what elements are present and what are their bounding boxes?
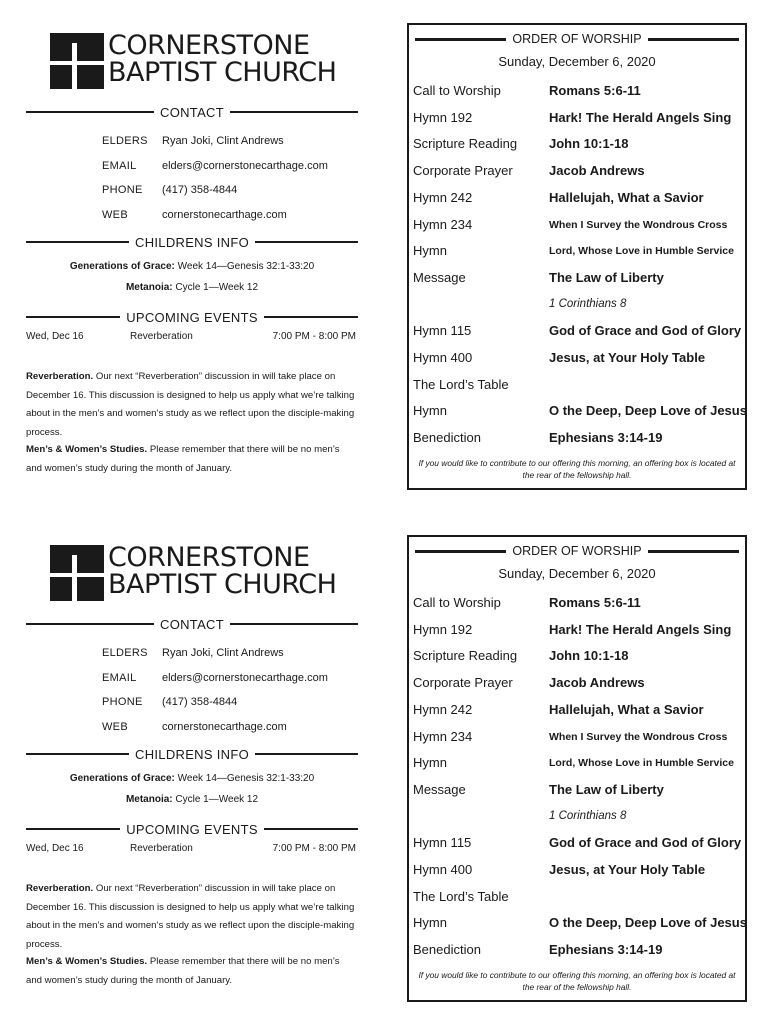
events-header bbox=[26, 820, 358, 838]
worship-item bbox=[413, 862, 743, 882]
worship-part: Corporate Prayer bbox=[413, 675, 513, 691]
worship-date: Sunday, December 6, 2020 bbox=[498, 54, 656, 69]
worship-item bbox=[413, 136, 743, 156]
cross-icon bbox=[50, 33, 104, 89]
worship-item bbox=[413, 403, 747, 423]
contact-label: ELDERS bbox=[102, 647, 148, 659]
contact-label: ELDERS bbox=[102, 135, 148, 147]
childrens-row bbox=[26, 282, 358, 293]
childrens-title: CHILDRENS INFO bbox=[135, 234, 249, 250]
worship-item bbox=[413, 377, 743, 397]
contact-value: elders@cornerstonecarthage.com bbox=[162, 672, 328, 684]
worship-part: Scripture Reading bbox=[413, 136, 518, 152]
event-time: 7:00 PM - 8:00 PM bbox=[272, 331, 356, 342]
worship-part: Hymn 115 bbox=[413, 835, 472, 851]
childrens-label: Metanoia: bbox=[125, 282, 173, 293]
announcement-text: Our next “Reverberation” discussion in will take place on December 16. This discussion is designed to help us apply what we’re talking about in the men’s and women’s study as we reflect upon the disciple-making process. bbox=[26, 883, 355, 950]
worship-value: Jesus, at Your Holy Table bbox=[549, 862, 706, 877]
worship-part: Hymn 192 bbox=[413, 109, 473, 125]
worship-item bbox=[413, 297, 743, 317]
worship-value: Hallelujah, What a Savior bbox=[549, 701, 704, 717]
info-column bbox=[26, 512, 358, 1024]
contact-row bbox=[102, 209, 287, 221]
worship-item bbox=[413, 835, 743, 855]
worship-part: Hymn 192 bbox=[413, 621, 473, 637]
order-of-worship-box bbox=[407, 23, 747, 490]
info-column bbox=[26, 0, 358, 512]
childrens-row bbox=[26, 773, 358, 784]
worship-part: Hymn bbox=[413, 243, 447, 259]
announcement bbox=[26, 441, 358, 478]
contact-header bbox=[26, 615, 358, 633]
contact-value: Ryan Joki, Clint Andrews bbox=[162, 135, 284, 147]
worship-value: The Law of Liberty bbox=[549, 269, 664, 285]
order-of-worship-box bbox=[407, 535, 747, 1002]
worship-value: The Law of Liberty bbox=[549, 781, 664, 797]
worship-part: Hymn 234 bbox=[413, 216, 473, 232]
childrens-label: Generations of Grace: bbox=[69, 773, 175, 784]
childrens-row bbox=[26, 794, 358, 805]
worship-part: Hymn 115 bbox=[413, 323, 472, 339]
childrens-header bbox=[26, 745, 358, 763]
childrens-label: Metanoia: bbox=[125, 794, 173, 805]
worship-date: Sunday, December 6, 2020 bbox=[498, 566, 656, 581]
contact-label: PHONE bbox=[102, 184, 143, 196]
childrens-value: Week 14—Genesis 32:1-33:20 bbox=[174, 261, 315, 272]
worship-value: John 10:1-18 bbox=[549, 136, 629, 152]
worship-part: Hymn 234 bbox=[413, 728, 473, 744]
church-logo bbox=[50, 30, 360, 94]
announcement-lead: Reverberation. bbox=[26, 883, 94, 894]
contact-row bbox=[102, 721, 287, 733]
worship-item bbox=[413, 942, 743, 962]
contact-header bbox=[26, 103, 358, 121]
contact-label: WEB bbox=[102, 209, 128, 221]
worship-value: When I Survey the Wondrous Cross bbox=[549, 730, 728, 743]
worship-item bbox=[413, 702, 743, 722]
worship-item bbox=[413, 889, 743, 909]
worship-part: Benediction bbox=[413, 942, 481, 958]
contact-value: (417) 358-4844 bbox=[162, 696, 238, 708]
worship-value: Ephesians 3:14-19 bbox=[549, 430, 663, 446]
announcement-text: Please remember that there will be no men’s and women’s study during the month of January. bbox=[26, 956, 340, 986]
announcement-lead: Men’s & Women’s Studies. bbox=[26, 444, 148, 455]
worship-item bbox=[413, 323, 743, 343]
worship-value: Jacob Andrews bbox=[549, 675, 645, 691]
worship-header bbox=[415, 543, 739, 559]
logo-line-2: BAPTIST CHURCH bbox=[108, 57, 337, 88]
worship-value: Jacob Andrews bbox=[549, 163, 645, 179]
worship-part: Hymn 400 bbox=[413, 350, 473, 365]
contact-title: CONTACT bbox=[160, 616, 224, 632]
worship-value: 1 Corinthians 8 bbox=[549, 809, 627, 822]
worship-value: 1 Corinthians 8 bbox=[549, 297, 627, 310]
childrens-value: Cycle 1—Week 12 bbox=[172, 794, 259, 805]
offering-note: If you would like to contribute to our offering this morning, an offering box is located at the rear of the fellowship hall. bbox=[418, 970, 736, 992]
worship-item bbox=[413, 163, 743, 183]
contact-row bbox=[102, 184, 237, 196]
worship-title: ORDER OF WORSHIP bbox=[512, 544, 642, 558]
worship-part: The Lord’s Table bbox=[413, 376, 509, 392]
worship-value: Romans 5:6-11 bbox=[549, 595, 641, 610]
worship-item bbox=[413, 755, 743, 775]
worship-part: Message bbox=[413, 269, 466, 285]
worship-title: ORDER OF WORSHIP bbox=[512, 32, 642, 46]
worship-part: Scripture Reading bbox=[413, 648, 518, 664]
worship-item bbox=[413, 430, 743, 450]
announcement-text: Our next “Reverberation” discussion in will take place on December 16. This discussion is designed to help us apply what we’re talking about in the men’s and women’s study as we reflect upon the disciple-making process. bbox=[26, 371, 355, 438]
announcement bbox=[26, 953, 358, 990]
worship-item bbox=[413, 110, 743, 130]
bulletin-copy-2 bbox=[0, 512, 770, 1024]
offering-note: If you would like to contribute to our offering this morning, an offering box is located at the rear of the fellowship hall. bbox=[418, 458, 736, 480]
contact-label: WEB bbox=[102, 721, 128, 733]
event-date: Wed, Dec 16 bbox=[26, 843, 84, 854]
worship-item bbox=[413, 243, 743, 263]
worship-value: Lord, Whose Love in Humble Service bbox=[549, 757, 734, 770]
worship-item bbox=[413, 217, 743, 237]
worship-part: Hymn 242 bbox=[413, 189, 473, 205]
worship-value: Hark! The Herald Angels Sing bbox=[549, 109, 732, 125]
worship-item bbox=[413, 270, 743, 290]
worship-item bbox=[413, 729, 743, 749]
event-time: 7:00 PM - 8:00 PM bbox=[272, 843, 356, 854]
church-logo bbox=[50, 542, 360, 606]
worship-value: Hallelujah, What a Savior bbox=[549, 189, 704, 205]
worship-value: John 10:1-18 bbox=[549, 648, 629, 664]
logo-line-1: CORNERSTONE bbox=[108, 542, 310, 573]
event-name: Reverberation bbox=[130, 843, 193, 854]
worship-value: God of Grace and God of Glory bbox=[549, 323, 742, 339]
cross-icon bbox=[50, 545, 104, 601]
contact-title: CONTACT bbox=[160, 104, 224, 120]
event-name: Reverberation bbox=[130, 331, 193, 342]
worship-item bbox=[413, 782, 743, 802]
announcement bbox=[26, 368, 358, 442]
contact-value: cornerstonecarthage.com bbox=[162, 209, 287, 221]
worship-part: The Lord’s Table bbox=[413, 888, 509, 904]
worship-item bbox=[413, 622, 743, 642]
childrens-header bbox=[26, 233, 358, 251]
childrens-value: Cycle 1—Week 12 bbox=[172, 282, 259, 293]
worship-item bbox=[413, 809, 743, 829]
worship-value: Romans 5:6-11 bbox=[549, 83, 641, 98]
worship-value: O the Deep, Deep Love of Jesus bbox=[549, 403, 747, 419]
worship-item bbox=[413, 190, 743, 210]
worship-item bbox=[413, 83, 743, 103]
worship-part: Hymn bbox=[413, 403, 447, 419]
childrens-label: Generations of Grace: bbox=[69, 261, 175, 272]
childrens-row bbox=[26, 261, 358, 272]
worship-value: O the Deep, Deep Love of Jesus bbox=[549, 915, 747, 931]
event-date: Wed, Dec 16 bbox=[26, 331, 84, 342]
contact-row bbox=[102, 647, 284, 659]
worship-value: When I Survey the Wondrous Cross bbox=[549, 218, 728, 231]
worship-item bbox=[413, 350, 743, 370]
contact-row bbox=[102, 135, 284, 147]
events-title: UPCOMING EVENTS bbox=[126, 309, 258, 325]
worship-part: Hymn bbox=[413, 915, 447, 931]
contact-row bbox=[102, 160, 328, 172]
worship-item bbox=[413, 915, 747, 935]
worship-item bbox=[413, 648, 743, 668]
announcement-text: Please remember that there will be no men’s and women’s study during the month of January. bbox=[26, 444, 340, 474]
worship-value: Lord, Whose Love in Humble Service bbox=[549, 245, 734, 258]
contact-label: PHONE bbox=[102, 696, 143, 708]
contact-value: Ryan Joki, Clint Andrews bbox=[162, 647, 284, 659]
contact-row bbox=[102, 696, 237, 708]
contact-value: (417) 358-4844 bbox=[162, 184, 238, 196]
logo-line-1: CORNERSTONE bbox=[108, 30, 310, 61]
worship-value: Hark! The Herald Angels Sing bbox=[549, 621, 732, 637]
contact-label: EMAIL bbox=[102, 160, 137, 172]
childrens-value: Week 14—Genesis 32:1-33:20 bbox=[174, 773, 315, 784]
worship-part: Hymn bbox=[413, 755, 447, 771]
worship-item bbox=[413, 675, 743, 695]
worship-part: Call to Worship bbox=[413, 83, 501, 98]
worship-item bbox=[413, 595, 743, 615]
logo-line-2: BAPTIST CHURCH bbox=[108, 569, 337, 600]
announcement-lead: Men’s & Women’s Studies. bbox=[26, 956, 148, 967]
worship-value: Jesus, at Your Holy Table bbox=[549, 350, 706, 365]
childrens-title: CHILDRENS INFO bbox=[135, 746, 249, 762]
worship-part: Hymn 242 bbox=[413, 701, 473, 717]
announcement-lead: Reverberation. bbox=[26, 371, 94, 382]
events-header bbox=[26, 308, 358, 326]
worship-part: Hymn 400 bbox=[413, 862, 473, 877]
worship-part: Corporate Prayer bbox=[413, 163, 513, 179]
worship-part: Call to Worship bbox=[413, 595, 501, 610]
worship-value: Ephesians 3:14-19 bbox=[549, 942, 663, 958]
announcement bbox=[26, 880, 358, 954]
contact-row bbox=[102, 672, 328, 684]
worship-value: God of Grace and God of Glory bbox=[549, 835, 742, 851]
worship-header bbox=[415, 31, 739, 47]
worship-part: Benediction bbox=[413, 430, 481, 446]
worship-part: Message bbox=[413, 781, 466, 797]
contact-value: elders@cornerstonecarthage.com bbox=[162, 160, 328, 172]
events-title: UPCOMING EVENTS bbox=[126, 821, 258, 837]
contact-value: cornerstonecarthage.com bbox=[162, 721, 287, 733]
contact-label: EMAIL bbox=[102, 672, 137, 684]
